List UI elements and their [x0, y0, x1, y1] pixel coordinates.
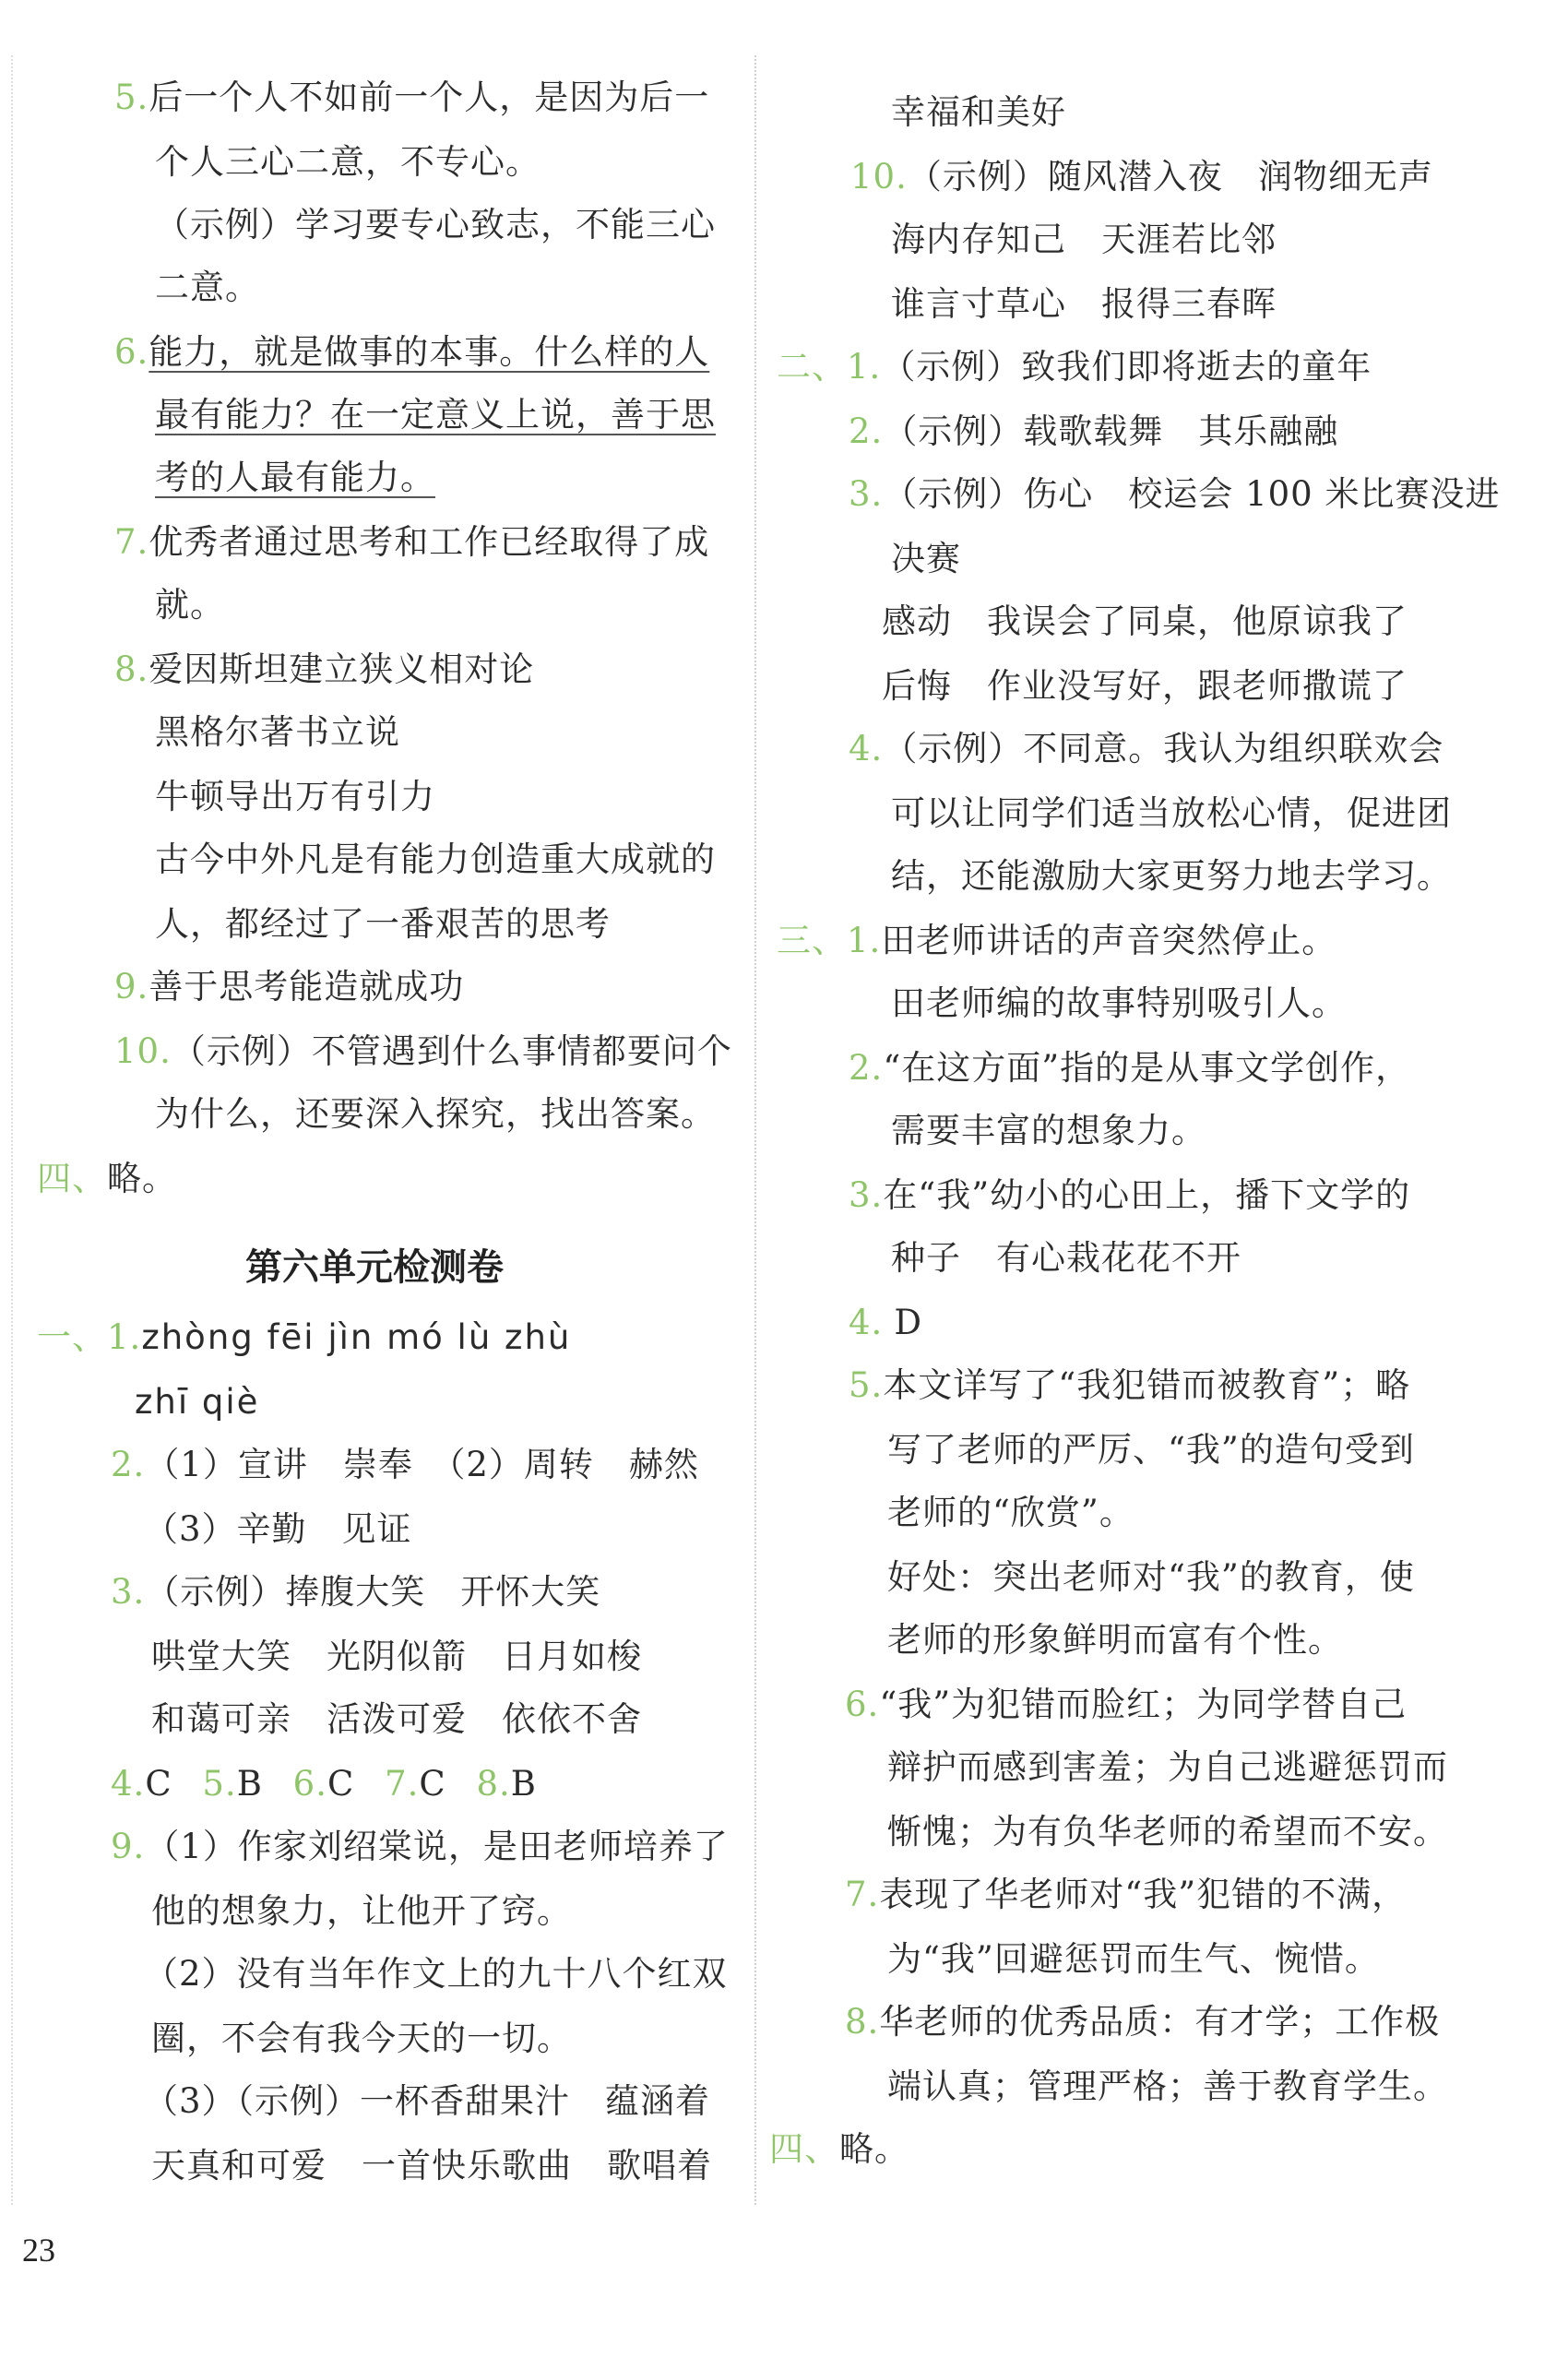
- answer-line: 天真和可爱 一首快乐歌曲 歌唱着: [151, 2146, 712, 2185]
- answer-2: 2.“在这方面”指的是从事文学创作，: [849, 1048, 1411, 1088]
- answer-line: 决赛: [891, 539, 961, 578]
- answer-line: 黑格尔著书立说: [155, 712, 400, 752]
- answer-8: 8.华老师的优秀品质：有才学；工作极: [845, 2002, 1441, 2042]
- answer-line: （示例）学习要专心致志，不能三心: [155, 205, 716, 244]
- answer-line: 需要丰富的想象力。: [891, 1111, 1206, 1150]
- answer-4: 4.（示例）不同意。我认为组织联欢会: [849, 729, 1444, 768]
- answer-5: 5.本文详写了“我犯错而被教育”；略: [849, 1365, 1411, 1405]
- page-number: 23: [22, 2232, 55, 2269]
- answer-line: （3）辛勤 见证: [144, 1509, 412, 1549]
- answer-line: 海内存知己 天涯若比邻: [891, 220, 1277, 259]
- answer-3: 3.（示例）捧腹大笑 开怀大笑: [111, 1572, 601, 1612]
- answer-3: 3.在“我”幼小的心田上，播下文学的: [849, 1175, 1411, 1215]
- section-four: 四、略。: [37, 1159, 177, 1198]
- answer-line: 感动 我误会了同桌，他原谅我了: [882, 601, 1408, 641]
- answer-line: 就。: [155, 585, 225, 625]
- answer-line: 辩护而感到害羞；为自己逃避惩罚而: [887, 1747, 1448, 1787]
- answer-line: 谁言寸草心 报得三春晖: [891, 284, 1277, 324]
- answer-line: 幸福和美好: [891, 92, 1066, 132]
- answer-10: 10.（示例）随风潜入夜 润物细无声: [850, 157, 1433, 196]
- answer-6: 6.“我”为犯错而脸红；为同学替自己: [845, 1685, 1408, 1724]
- answer-line: 圈，不会有我今天的一切。: [151, 2019, 572, 2058]
- section-three-q1: 三、1.田老师讲话的声音突然停止。: [777, 921, 1337, 960]
- answer-7: 7.表现了华老师对“我”犯错的不满，: [845, 1875, 1408, 1914]
- answer-line: （2）没有当年作文上的九十八个红双: [144, 1954, 728, 1994]
- answer-line: 为什么，还要深入探究，找出答案。: [155, 1094, 716, 1134]
- answer-9: 9.善于思考能造就成功: [114, 967, 465, 1006]
- answer-line: 哄堂大笑 光阴似箭 日月如梭: [151, 1637, 642, 1676]
- answer-line: 牛顿导出万有引力: [155, 777, 435, 816]
- answer-line: 写了老师的严厉、“我”的造句受到: [887, 1430, 1415, 1470]
- answer-line: 端认真；管理严格；善于教育学生。: [887, 2066, 1448, 2106]
- answer-2: 2.（1）宣讲 崇奉 （2）周转 赫然: [111, 1445, 699, 1484]
- answer-3: 3.（示例）伤心 校运会 100 米比赛没进: [849, 474, 1501, 514]
- answer-6: 6.能力，就是做事的本事。什么样的人: [114, 332, 710, 372]
- answer-line: 好处：突出老师对“我”的教育，使: [887, 1557, 1415, 1597]
- answer-line: 田老师编的故事特别吸引人。: [891, 983, 1347, 1023]
- answer-line: 种子 有心栽花花不开: [891, 1238, 1241, 1278]
- answer-line: （3）（示例）一杯香甜果汁 蕴涵着: [144, 2081, 711, 2121]
- section-two-q1: 二、1.（示例）致我们即将逝去的童年: [777, 347, 1372, 387]
- answer-5: 5.后一个人不如前一个人，是因为后一: [114, 77, 710, 117]
- answer-line: 可以让同学们适当放松心情，促进团: [891, 793, 1452, 833]
- answer-line: 人，都经过了一番艰苦的思考: [155, 904, 611, 944]
- answer-line: 他的想象力，让他开了窍。: [151, 1891, 572, 1931]
- answer-line: 后悔 作业没写好，跟老师撒谎了: [882, 666, 1408, 706]
- section-four: 四、略。: [769, 2129, 909, 2169]
- section-one-q1: 一、1.zhòng fēi jìn mó lù zhù: [37, 1317, 572, 1357]
- answer-line: 二意。: [155, 268, 260, 307]
- answer-line: 和蔼可亲 活泼可爱 依依不舍: [151, 1699, 642, 1739]
- answer-10: 10.（示例）不管遇到什么事情都要问个: [114, 1031, 732, 1071]
- multiple-choice-answers: 4.C 5.B 6.C 7.C 8.B: [111, 1764, 537, 1804]
- answer-line: 结，还能激励大家更努力地去学习。: [891, 856, 1452, 896]
- answer-9-unit6: 9.（1）作家刘绍棠说，是田老师培养了: [111, 1827, 729, 1866]
- answer-8: 8.爱因斯坦建立狭义相对论: [114, 649, 535, 689]
- answer-line: 惭愧；为有负华老师的希望而不安。: [887, 1812, 1448, 1852]
- column-divider: [754, 55, 756, 2205]
- answer-line: 老师的形象鲜明而富有个性。: [887, 1620, 1343, 1660]
- answer-2: 2.（示例）载歌载舞 其乐融融: [849, 411, 1339, 451]
- answer-line: 古今中外凡是有能力创造重大成就的: [155, 840, 716, 879]
- answer-line-underlined: 最有能力？在一定意义上说，善于思: [155, 395, 716, 435]
- answer-line-underlined: 考的人最有能力。: [155, 458, 435, 497]
- answer-7: 7.优秀者通过思考和工作已经取得了成: [114, 522, 710, 562]
- answer-line: 个人三心二意，不专心。: [155, 142, 540, 182]
- left-margin-rule: [11, 55, 13, 2205]
- answer-line: 老师的“欣赏”。: [887, 1493, 1134, 1532]
- pinyin-line: zhī qiè: [135, 1382, 260, 1422]
- unit-test-heading: 第六单元检测卷: [245, 1246, 504, 1289]
- answer-line: 为“我”回避惩罚而生气、惋惜。: [887, 1939, 1380, 1979]
- answer-4: 4. D: [849, 1303, 922, 1342]
